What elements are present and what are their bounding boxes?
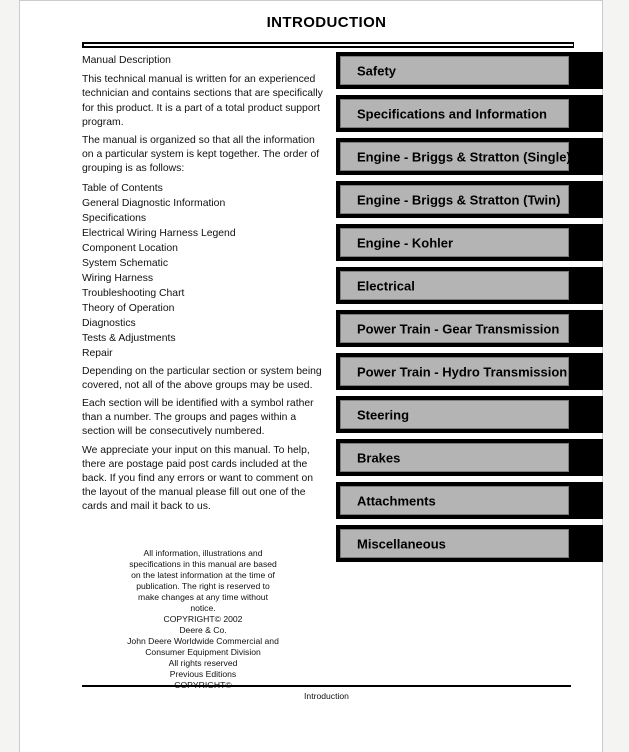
tab-face xyxy=(340,486,569,515)
tab-label: Brakes xyxy=(357,450,401,465)
tab-label: Miscellaneous xyxy=(357,536,446,551)
tab-miscellaneous[interactable] xyxy=(336,525,603,562)
copyright-line: publication. The right is reserved to xyxy=(136,581,270,591)
tab-label: Engine - Briggs & Stratton (Twin) xyxy=(357,192,561,207)
copyright-line: notice. xyxy=(190,603,216,613)
copyright-line: make changes at any time without xyxy=(138,592,268,602)
section-heading: Manual Description xyxy=(82,55,171,66)
tab-face xyxy=(340,142,569,171)
manual-page xyxy=(19,0,603,752)
copyright-line: All information, illustrations and xyxy=(143,548,263,558)
manual-description-column xyxy=(82,54,326,519)
tab-face xyxy=(340,400,569,429)
tab-label: Power Train - Gear Transmission xyxy=(357,321,560,336)
tab-engine-briggs-stratton-single[interactable] xyxy=(336,138,603,175)
copyright-line: COPYRIGHT© xyxy=(174,680,232,690)
intro-paragraph: This technical manual is written for an experienced technician and contains sections that are specifically for this product. It is a part of a total product support program. xyxy=(82,74,323,128)
tab-face xyxy=(340,56,569,85)
tab-power-train-hydro-transmission[interactable] xyxy=(336,353,603,390)
tab-face xyxy=(340,99,569,128)
closing-paragraphs xyxy=(82,365,326,515)
tab-brakes[interactable] xyxy=(336,439,603,476)
copyright-line: on the latest information at the time of xyxy=(131,570,275,580)
tab-label: Engine - Briggs & Stratton (Single) xyxy=(357,149,571,164)
copyright-line: Deere & Co. xyxy=(179,625,227,635)
tab-face xyxy=(340,314,569,343)
tab-steering[interactable] xyxy=(336,396,603,433)
tab-label: Specifications and Information xyxy=(357,106,547,121)
tab-safety[interactable] xyxy=(336,52,603,89)
intro-paragraph: The manual is organized so that all the information on a particular system is kept together. The order of grouping is as follows: xyxy=(82,135,320,175)
tab-attachments[interactable] xyxy=(336,482,603,519)
closing-paragraph: Each section will be identified with a symbol rather than a number. The groups and pages within a section will be consecutively numbered. xyxy=(82,398,314,438)
grouping-list xyxy=(82,181,326,361)
copyright-line: Previous Editions xyxy=(169,669,237,679)
tab-face xyxy=(340,529,569,558)
tab-face xyxy=(340,271,569,300)
footer-page-label: Introduction xyxy=(304,691,349,701)
copyright-block xyxy=(88,548,318,691)
closing-paragraph: Depending on the particular section or system being covered, not all of the above groups may be used. xyxy=(82,365,322,391)
tab-label: Steering xyxy=(357,407,410,422)
title-divider-rule xyxy=(82,42,574,48)
grouping-list-item: Diagnostics xyxy=(82,317,136,329)
tab-electrical[interactable] xyxy=(336,267,603,304)
page-title: INTRODUCTION xyxy=(266,14,387,31)
copyright-line: John Deere Worldwide Commercial and xyxy=(127,636,279,646)
grouping-list-item: Wiring Harness xyxy=(82,272,154,284)
copyright-line: COPYRIGHT© 2002 xyxy=(163,614,243,624)
copyright-line: Consumer Equipment Division xyxy=(145,647,261,657)
intro-paragraphs xyxy=(82,73,326,176)
tab-label: Attachments xyxy=(357,493,436,508)
tab-label: Power Train - Hydro Transmission xyxy=(357,364,568,379)
tab-face xyxy=(340,228,569,257)
tab-label: Safety xyxy=(357,63,397,78)
grouping-list-item: Theory of Operation xyxy=(82,302,175,314)
tab-specifications-and-information[interactable] xyxy=(336,95,603,132)
grouping-list-item: System Schematic xyxy=(82,257,169,269)
tab-engine-kohler[interactable] xyxy=(336,224,603,261)
tab-label: Engine - Kohler xyxy=(357,235,454,250)
grouping-list-item: Table of Contents xyxy=(82,182,163,194)
closing-paragraph: We appreciate your input on this manual. To help, there are postage paid post cards included at the back. If you find any errors or want to comment on the layout of the manual please fill out one of the cards and mail it back to us. xyxy=(82,444,314,513)
tab-face xyxy=(340,443,569,472)
section-tab-list xyxy=(336,52,603,568)
tab-face xyxy=(340,185,569,214)
copyright-line: All rights reserved xyxy=(168,658,238,668)
grouping-list-item: General Diagnostic Information xyxy=(82,197,226,209)
copyright-line: specifications in this manual are based xyxy=(129,559,277,569)
grouping-list-item: Electrical Wiring Harness Legend xyxy=(82,227,236,239)
footer-divider-rule xyxy=(82,685,571,687)
grouping-list-item: Component Location xyxy=(82,242,178,254)
tab-face xyxy=(340,357,569,386)
grouping-list-item: Specifications xyxy=(82,212,147,224)
grouping-list-item: Repair xyxy=(82,347,113,359)
grouping-list-item: Troubleshooting Chart xyxy=(82,287,185,299)
tab-engine-briggs-stratton-twin[interactable] xyxy=(336,181,603,218)
tab-power-train-gear-transmission[interactable] xyxy=(336,310,603,347)
grouping-list-item: Tests & Adjustments xyxy=(82,332,176,344)
tab-label: Electrical xyxy=(357,278,415,293)
